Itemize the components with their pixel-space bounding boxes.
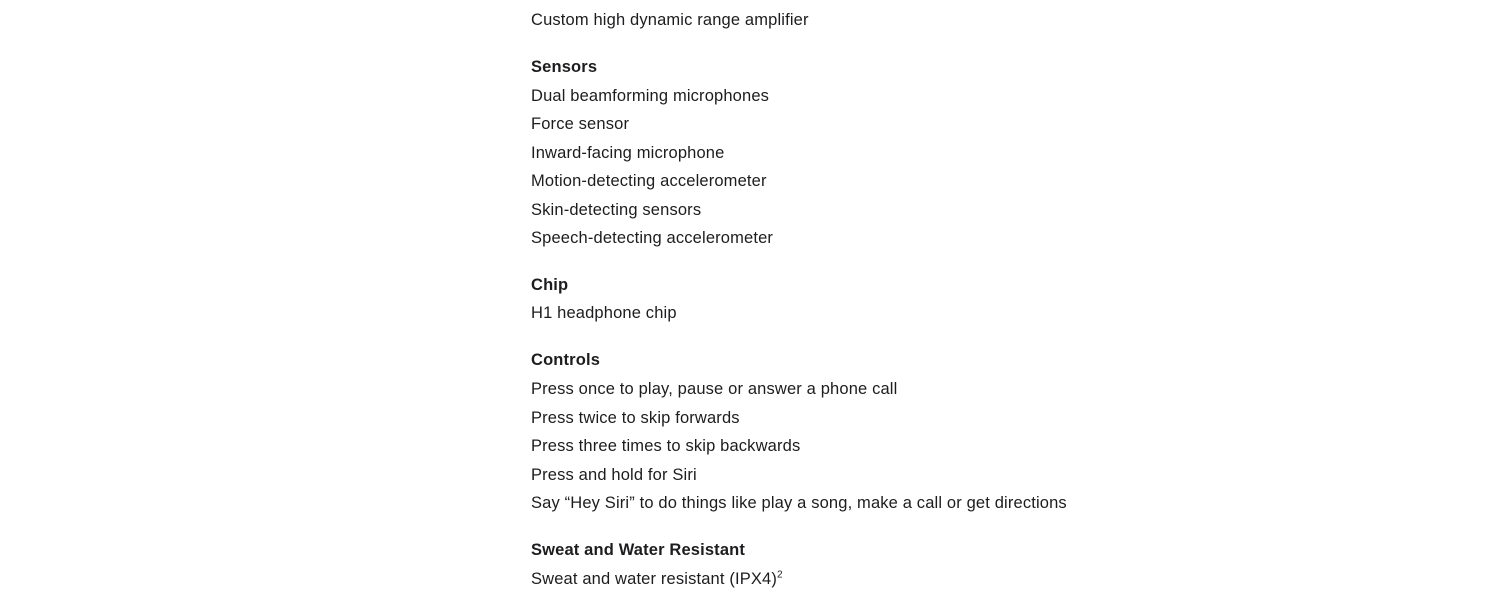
section-heading-sensors: Sensors [531, 58, 598, 76]
sweat-item [531, 568, 783, 590]
control-item: Say “Hey Siri” to do things like play a song, make a call or get directions [531, 494, 1067, 512]
section-heading-controls: Controls [531, 351, 601, 369]
sensor-item: Skin-detecting sensors [531, 201, 702, 219]
control-item: Press once to play, pause or answer a phone call [531, 380, 898, 398]
sensor-item: Motion-detecting accelerometer [531, 172, 767, 190]
sensor-item: Dual beamforming microphones [531, 87, 770, 105]
sensor-item: Speech-detecting accelerometer [531, 229, 774, 247]
footnote-marker[interactable]: 2 [777, 569, 783, 581]
control-item: Press three times to skip backwards [531, 437, 801, 455]
control-item: Press and hold for Siri [531, 466, 697, 484]
section-heading-sweat-water: Sweat and Water Resistant [531, 541, 746, 559]
sweat-item-text: Sweat and water resistant (IPX4) [531, 570, 777, 588]
spec-item: Custom high dynamic range amplifier [531, 11, 809, 29]
sensor-item: Inward-facing microphone [531, 144, 725, 162]
section-heading-chip: Chip [531, 276, 569, 294]
chip-item: H1 headphone chip [531, 304, 677, 322]
control-item: Press twice to skip forwards [531, 409, 740, 427]
sensor-item: Force sensor [531, 115, 630, 133]
